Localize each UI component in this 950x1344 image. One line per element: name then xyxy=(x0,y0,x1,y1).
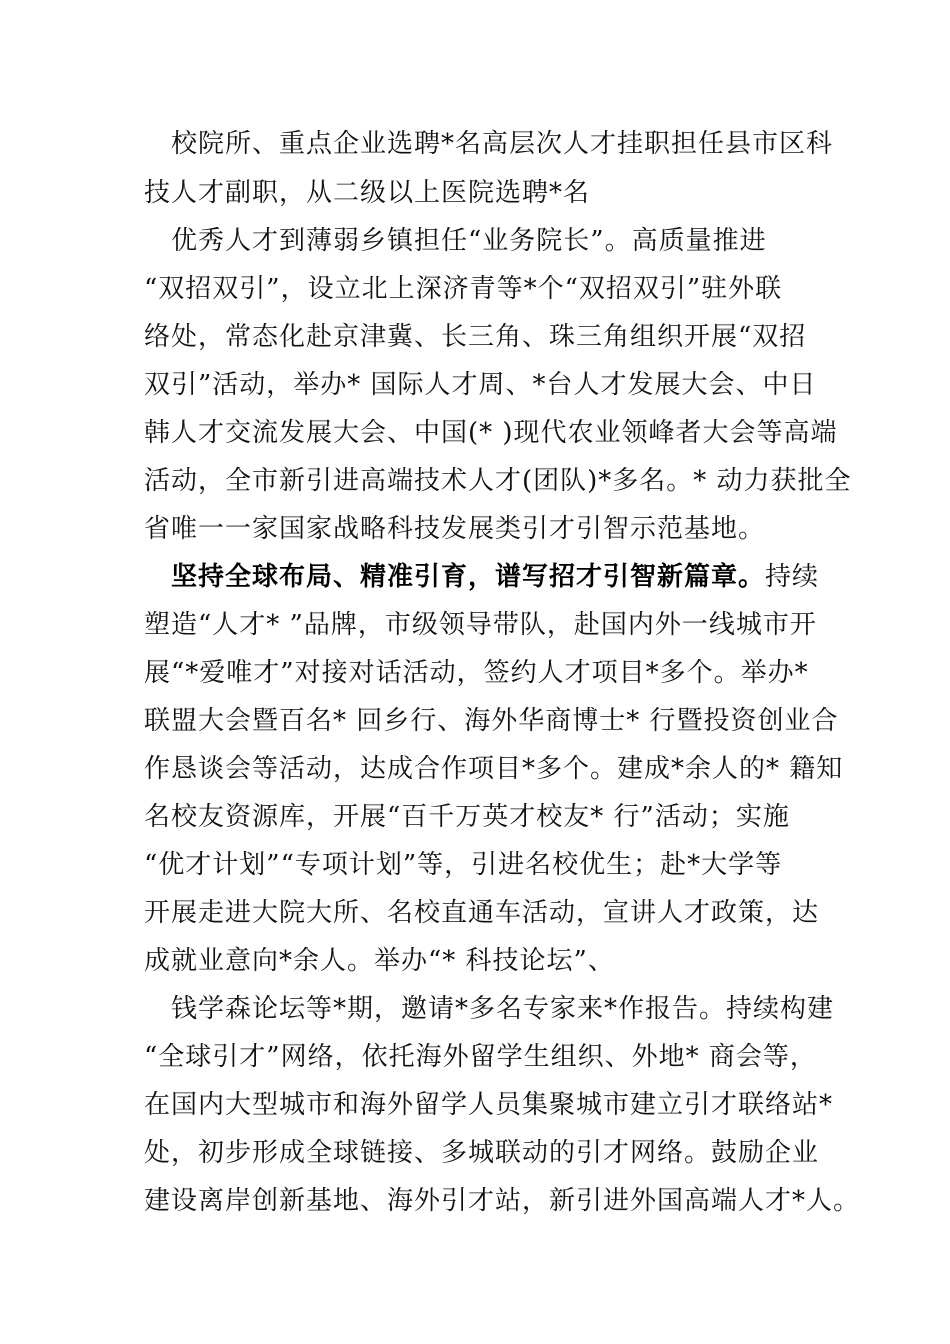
paragraph-line: “优才计划”“专项计划”等，引进名校优生；赴*大学等 xyxy=(144,850,783,880)
paragraph-line: 开展走进大院大所、名校直通车活动，宣讲人才政策，达 xyxy=(144,898,820,928)
paragraph-line: 活动，全市新引进高端技术人才(团队)*多名。* 动力获批全 xyxy=(144,466,852,496)
paragraph-line: 名校友资源库，开展“百千万英才校友* 行”活动；实施 xyxy=(144,802,790,832)
paragraph-line: 在国内大型城市和海外留学人员集聚城市建立引才联络站* xyxy=(144,1090,834,1120)
paragraph-line: 成就业意向*余人。举办“* 科技论坛”、 xyxy=(144,946,615,976)
paragraph-line: 联盟大会暨百名* 回乡行、海外华商博士* 行暨投资创业合 xyxy=(144,706,839,736)
paragraph-line: 塑造“人才* ”品牌，市级领导带队，赴国内外一线城市开 xyxy=(144,610,817,640)
paragraph-line: 优秀人才到薄弱乡镇担任“业务院长”。高质量推进 xyxy=(144,226,767,256)
paragraph-text: 持续 xyxy=(765,562,820,592)
paragraph-line: 作恳谈会等活动，达成合作项目*多个。建成*余人的* 籍知 xyxy=(144,754,844,784)
section-heading-lead: 坚持全球布局、精准引育，谱写招才引智新篇章。 xyxy=(144,562,766,592)
paragraph-line: 处，初步形成全球链接、多城联动的引才网络。鼓励企业 xyxy=(144,1138,820,1168)
paragraph-line: 双引”活动，举办* 国际人才周、*台人才发展大会、中日 xyxy=(144,370,817,400)
paragraph-line: 韩人才交流发展大会、中国(* )现代农业领峰者大会等高端 xyxy=(144,418,838,448)
paragraph-line: “全球引才”网络，依托海外留学生组织、外地* 商会等， xyxy=(144,1042,817,1072)
paragraph-line: 络处，常态化赴京津冀、长三角、珠三角组织开展“双招 xyxy=(144,322,807,352)
paragraph-line: 钱学森论坛等*期，邀请*多名专家来*作报告。持续构建 xyxy=(144,994,835,1024)
paragraph-line: 省唯一一家国家战略科技发展类引才引智示范基地。 xyxy=(144,514,766,544)
paragraph-line: 校院所、重点企业选聘*名高层次人才挂职担任县市区科 xyxy=(144,129,834,159)
paragraph-line-with-heading xyxy=(144,560,819,594)
paragraph-line: 技人才副职，从二级以上医院选聘*名 xyxy=(144,178,591,208)
paragraph-line: 展“*爱唯才”对接对话活动，签约人才项目*多个。举办* xyxy=(144,658,809,688)
paragraph-line: 建设离岸创新基地、海外引才站，新引进外国高端人才*人。 xyxy=(144,1186,861,1216)
paragraph-line: “双招双引”，设立北上深济青等*个“双招双引”驻外联 xyxy=(144,274,783,304)
